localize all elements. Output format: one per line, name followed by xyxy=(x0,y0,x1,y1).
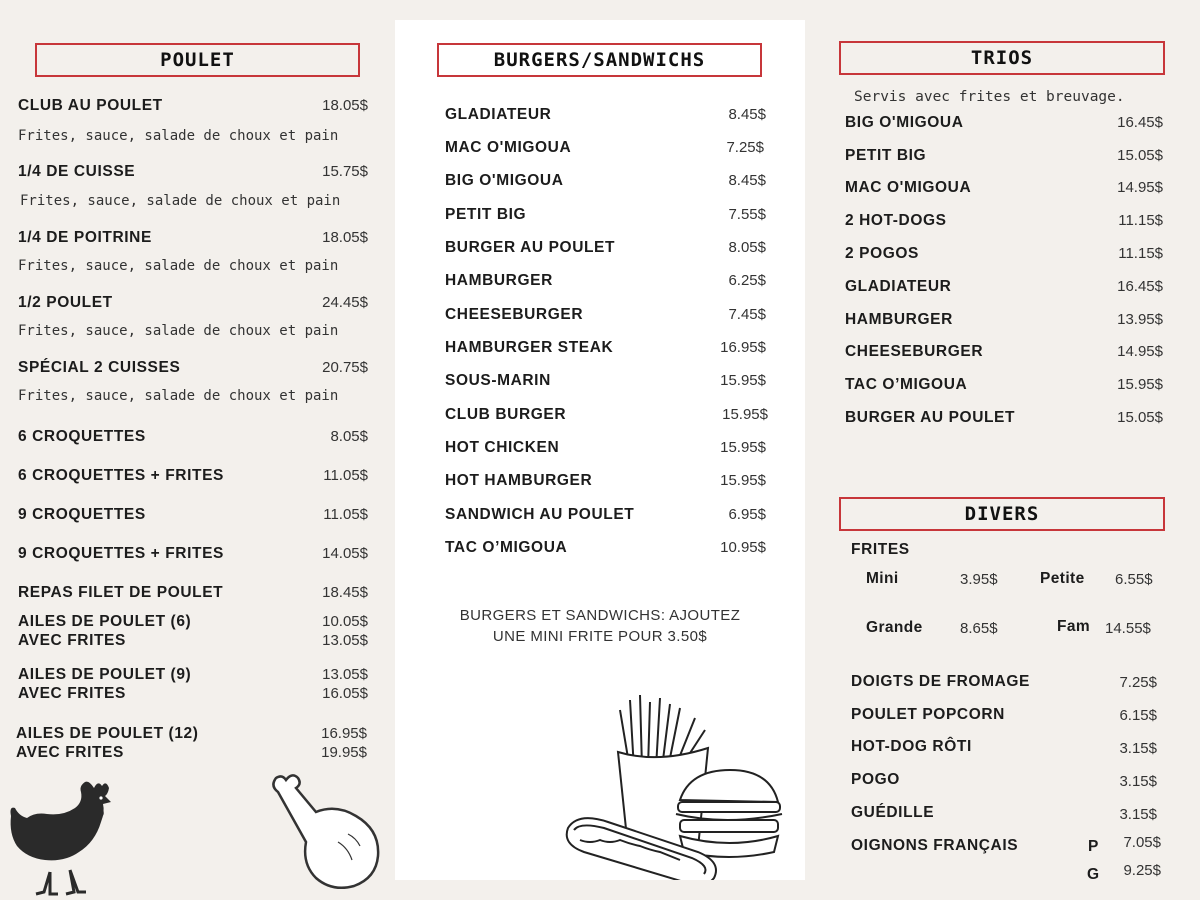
menu-item-name: TAC O’MIGOUA xyxy=(445,539,568,556)
menu-item-name: 6 CROQUETTES + FRITES xyxy=(18,467,224,484)
menu-item-name: 2 POGOS xyxy=(845,245,919,262)
menu-item-price: 15.95$ xyxy=(720,372,766,389)
menu-item-price: 6.95$ xyxy=(728,506,766,523)
menu-item-name: 6 CROQUETTES xyxy=(18,428,146,445)
menu-item-name: MAC O'MIGOUA xyxy=(445,139,572,156)
poulet-header xyxy=(35,43,360,77)
menu-item-name: AILES DE POULET (9) xyxy=(18,666,192,683)
menu-item-name: HAMBURGER xyxy=(445,272,553,289)
menu-item-name: 1/4 DE CUISSE xyxy=(18,163,136,180)
menu-item-name-2: AVEC FRITES xyxy=(18,632,126,649)
menu-item-name: GLADIATEUR xyxy=(445,106,552,123)
menu-item-name: 2 HOT-DOGS xyxy=(845,212,947,229)
menu-item-price: 16.95$ xyxy=(321,725,367,742)
menu-item-desc: Frites, sauce, salade de choux et pain xyxy=(18,128,339,144)
burgers-note-line1: BURGERS ET SANDWICHS: AJOUTEZ xyxy=(459,607,741,624)
menu-item-name: HAMBURGER STEAK xyxy=(445,339,614,356)
menu-item-name: HAMBURGER xyxy=(845,311,953,328)
menu-item-price: 3.15$ xyxy=(1119,806,1157,823)
menu-item-name: MAC O'MIGOUA xyxy=(845,179,972,196)
menu-item-name: 1/2 POULET xyxy=(18,294,113,311)
menu-item-price: 18.45$ xyxy=(322,584,368,601)
divers-title: DIVERS xyxy=(964,503,1040,525)
menu-item-name: HOT-DOG RÔTI xyxy=(851,738,972,755)
fries-burger-hotdog-illustration xyxy=(560,690,785,880)
menu-item-name: SANDWICH AU POULET xyxy=(445,506,635,523)
menu-item-name: SOUS-MARIN xyxy=(445,372,551,389)
menu-item-price: 8.45$ xyxy=(728,106,766,123)
poulet-title: POULET xyxy=(160,49,235,71)
menu-item-price: 15.05$ xyxy=(1117,147,1163,164)
menu-item-name: POGO xyxy=(851,771,900,788)
menu-item-price: 11.15$ xyxy=(1118,212,1163,229)
menu-item-name: DOIGTS DE FROMAGE xyxy=(851,673,1030,690)
frites-size-name: Mini xyxy=(866,570,899,587)
menu-item-price: 8.05$ xyxy=(728,239,766,256)
menu-item-price: 7.45$ xyxy=(728,306,766,323)
frites-size-name: Fam xyxy=(1057,618,1091,635)
frites-size-name: Grande xyxy=(866,619,923,636)
menu-item-name: CLUB BURGER xyxy=(445,406,567,423)
menu-item-name: BIG O'MIGOUA xyxy=(845,114,964,131)
menu-item-price: 10.95$ xyxy=(720,539,766,556)
menu-item-price-2: 19.95$ xyxy=(321,744,367,761)
hen-illustration xyxy=(2,776,120,898)
menu-item-price: 11.05$ xyxy=(323,506,368,523)
menu-item-name: AILES DE POULET (12) xyxy=(16,725,199,742)
menu-item-name: CHEESEBURGER xyxy=(845,343,984,360)
menu-item-price: 10.05$ xyxy=(322,613,368,630)
menu-item-price: 15.95$ xyxy=(720,439,766,456)
menu-item-name: BURGER AU POULET xyxy=(445,239,616,256)
menu-item-price-2: 16.05$ xyxy=(322,685,368,702)
oignons-price-p: 7.05$ xyxy=(1123,834,1161,851)
menu-item-name: CLUB AU POULET xyxy=(18,97,163,114)
menu-item-price: 7.25$ xyxy=(726,139,764,156)
oignons-size-g: G xyxy=(1087,866,1100,883)
menu-item-price: 6.25$ xyxy=(728,272,766,289)
trios-header xyxy=(839,41,1165,75)
menu-item-price: 3.15$ xyxy=(1119,740,1157,757)
menu-item-name: 1/4 DE POITRINE xyxy=(18,229,152,246)
menu-item-name: CHEESEBURGER xyxy=(445,306,584,323)
trios-title: TRIOS xyxy=(970,47,1034,69)
menu-item-price: 7.25$ xyxy=(1119,674,1157,691)
menu-item-price: 20.75$ xyxy=(322,359,368,376)
frites-size-name: Petite xyxy=(1040,570,1085,587)
frites-size-price: 6.55$ xyxy=(1115,571,1153,588)
frites-size-price: 8.65$ xyxy=(960,620,998,637)
oignons-price-g: 9.25$ xyxy=(1123,862,1161,879)
menu-item-price: 18.05$ xyxy=(322,229,368,246)
menu-item-name: HOT HAMBURGER xyxy=(445,472,593,489)
menu-item-price: 13.05$ xyxy=(322,666,368,683)
menu-item-price: 14.95$ xyxy=(1117,343,1163,360)
burgers-header xyxy=(437,43,762,77)
menu-item-name: PETIT BIG xyxy=(845,147,927,164)
menu-item-desc: Frites, sauce, salade de choux et pain xyxy=(20,193,341,209)
menu-item-name: TAC O’MIGOUA xyxy=(845,376,968,393)
menu-item-price: 6.15$ xyxy=(1119,707,1157,724)
oignons-size-p: P xyxy=(1088,838,1099,855)
menu-item-price: 8.05$ xyxy=(330,428,368,445)
frites-size-price: 3.95$ xyxy=(960,571,998,588)
menu-item-price: 3.15$ xyxy=(1119,773,1157,790)
menu-item-price: 8.45$ xyxy=(728,172,766,189)
menu-item-price: 14.95$ xyxy=(1117,179,1163,196)
menu-item-price: 7.55$ xyxy=(728,206,766,223)
menu-item-price: 11.05$ xyxy=(323,467,368,484)
burgers-note-line2: UNE MINI FRITE POUR 3.50$ xyxy=(492,628,708,645)
chicken-leg-illustration xyxy=(268,772,396,890)
frites-size-price: 14.55$ xyxy=(1105,620,1151,637)
trios-subtitle: Servis avec frites et breuvage. xyxy=(854,89,1125,105)
menu-item-price: 15.95$ xyxy=(720,472,766,489)
menu-item-desc: Frites, sauce, salade de choux et pain xyxy=(18,388,339,404)
menu-item-price: 11.15$ xyxy=(1118,245,1163,262)
menu-item-price: 18.05$ xyxy=(322,97,368,114)
menu-item-price: 24.45$ xyxy=(322,294,368,311)
menu-item-price: 14.05$ xyxy=(322,545,368,562)
menu-item-name-2: AVEC FRITES xyxy=(18,685,126,702)
burgers-note xyxy=(410,605,790,647)
menu-item-price-2: 13.05$ xyxy=(322,632,368,649)
menu-item-price: 15.05$ xyxy=(1117,409,1163,426)
menu-item-name: GUÉDILLE xyxy=(851,804,935,821)
menu-item-price: 15.95$ xyxy=(1117,376,1163,393)
menu-item-desc: Frites, sauce, salade de choux et pain xyxy=(18,323,339,339)
menu-item-desc: Frites, sauce, salade de choux et pain xyxy=(18,258,339,274)
menu-item-name: REPAS FILET DE POULET xyxy=(18,584,224,601)
menu-item-name: 9 CROQUETTES + FRITES xyxy=(18,545,224,562)
menu-item-name: BIG O'MIGOUA xyxy=(445,172,564,189)
menu-item-price: 15.75$ xyxy=(322,163,368,180)
menu-item-price: 15.95$ xyxy=(722,406,768,423)
menu-item-price: 13.95$ xyxy=(1117,311,1163,328)
menu-item-price: 16.95$ xyxy=(720,339,766,356)
menu-item-price: 16.45$ xyxy=(1117,114,1163,131)
divers-header xyxy=(839,497,1165,531)
menu-item-name: PETIT BIG xyxy=(445,206,527,223)
menu-item-name-2: AVEC FRITES xyxy=(16,744,124,761)
burgers-title: BURGERS/SANDWICHS xyxy=(493,49,706,71)
menu-item-name: OIGNONS FRANÇAIS xyxy=(851,837,1019,854)
menu-item-price: 16.45$ xyxy=(1117,278,1163,295)
frites-label: FRITES xyxy=(851,541,910,558)
menu-item-name: HOT CHICKEN xyxy=(445,439,560,456)
menu-item-name: AILES DE POULET (6) xyxy=(18,613,192,630)
menu-item-name: 9 CROQUETTES xyxy=(18,506,146,523)
menu-item-name: BURGER AU POULET xyxy=(845,409,1016,426)
menu-item-name: POULET POPCORN xyxy=(851,706,1005,723)
menu-item-name: GLADIATEUR xyxy=(845,278,952,295)
menu-item-name: SPÉCIAL 2 CUISSES xyxy=(18,359,181,376)
